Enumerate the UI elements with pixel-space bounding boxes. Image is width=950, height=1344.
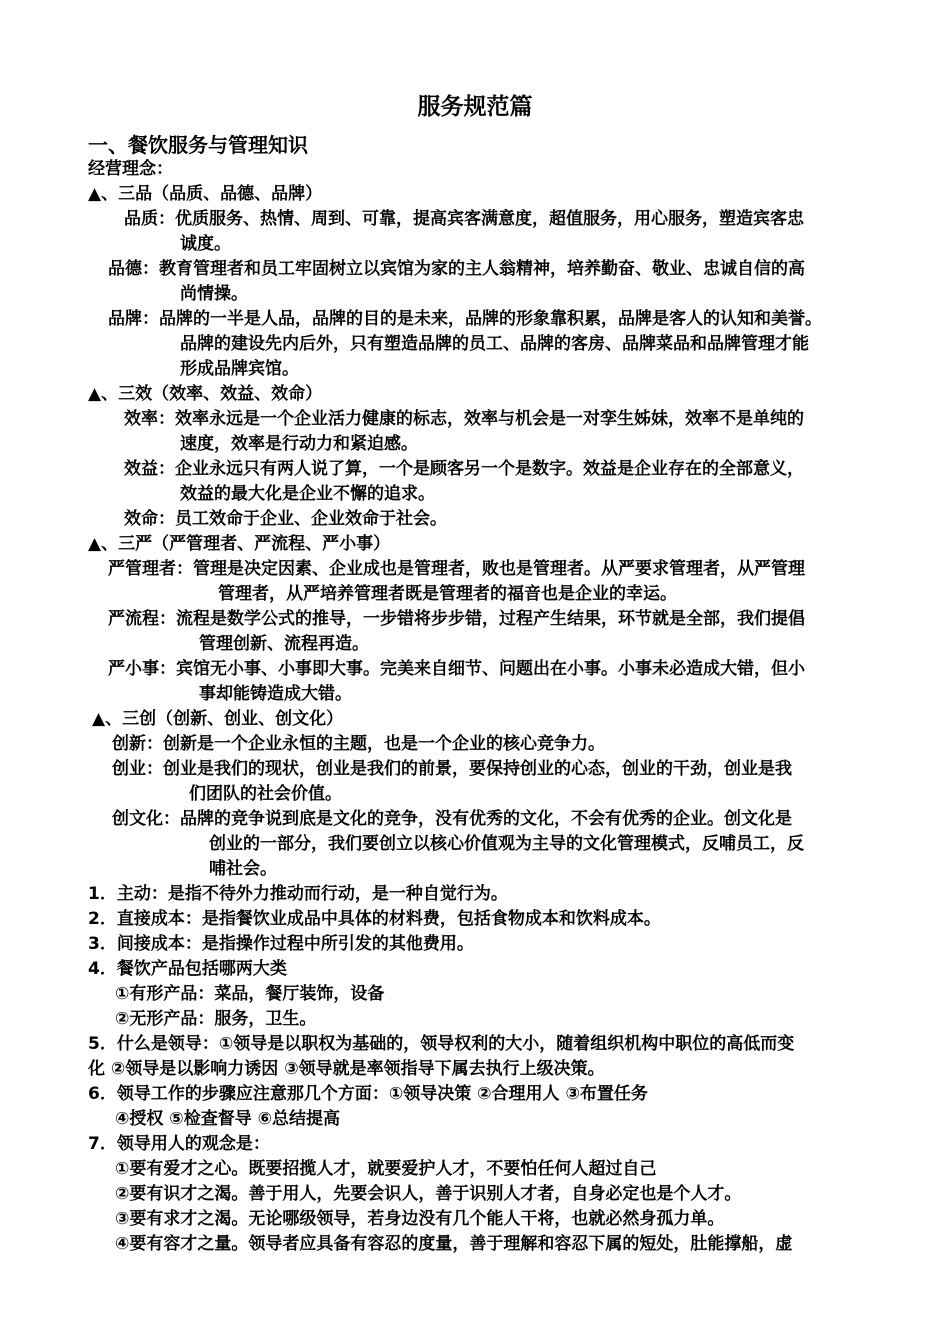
numbered-item: 1．主动：是指不待外力推动而行动，是一种自觉行为。 [88, 884, 508, 904]
text-line: 事却能铸造成大错。 [199, 684, 352, 704]
numbered-item: 3．间接成本：是指操作过程中所引发的其他费用。 [88, 934, 474, 954]
text-line: 品牌：品牌的一半是人品，品牌的目的是未来，品牌的形象靠积累，品牌是客人的认知和美誉。 [108, 309, 822, 329]
numbered-item: 7．领导用人的观念是： [88, 1134, 270, 1154]
text-line: 严管理者：管理是决定因素、企业成也是管理者，败也是管理者。从严要求管理者，从严管理 [108, 559, 805, 579]
text-line: ③要有求才之渴。无论哪级领导，若身边没有几个能人干将，也就必然身孤力单。 [115, 1209, 725, 1229]
text-line: 创新：创新是一个企业永恒的主题，也是一个企业的核心竞争力。 [112, 734, 605, 754]
subsection-heading: ▲、三品（品质、品德、品牌） [88, 184, 323, 204]
text-line: 哺社会。 [209, 859, 277, 879]
text-line: 化 ②领导是以影响力诱因 ③领导就是率领指导下属去执行上级决策。 [88, 1059, 605, 1079]
text-line: 尚情操。 [180, 284, 248, 304]
text-line: ①要有爱才之心。既要招揽人才，就要爱护人才，不要怕任何人超过自己 [115, 1159, 657, 1179]
text-line: 效命：员工效命于企业、企业效命于社会。 [124, 509, 447, 529]
subsection-heading: ▲、三创（创新、创业、创文化） [92, 709, 344, 729]
text-line: 效率：效率永远是一个企业活力健康的标志，效率与机会是一对孪生姊妹，效率不是单纯的 [124, 409, 804, 429]
text-line: 创业的一部分，我们要创立以核心价值观为主导的文化管理模式，反哺员工，反 [209, 834, 804, 854]
numbered-item: 2．直接成本：是指餐饮业成品中具体的材料费，包括食物成本和饮料成本。 [88, 909, 661, 929]
text-line: 经营理念： [88, 159, 173, 179]
text-line: 们团队的社会价值。 [189, 784, 342, 804]
text-line: ②要有识才之渴。善于用人，先要会识人，善于识别人才者，自身必定也是个人才。 [115, 1184, 742, 1204]
text-line: 严小事：宾馆无小事、小事即大事。完美来自细节、问题出在小事。小事未必造成大错，但小 [108, 659, 805, 679]
text-line: 速度，效率是行动力和紧迫感。 [180, 434, 418, 454]
numbered-item: 4．餐饮产品包括哪两大类 [88, 959, 287, 979]
text-line: ④要有容才之量。领导者应具备有容忍的度量，善于理解和容忍下属的短处，肚能撑船，虚 [115, 1234, 793, 1254]
text-line: 品质：优质服务、热情、周到、可靠，提高宾客满意度，超值服务，用心服务，塑造宾客忠 [124, 209, 804, 229]
numbered-item: 6．领导工作的步骤应注意那几个方面：①领导决策 ②合理用人 ③布置任务 [88, 1084, 648, 1104]
text-line: 效益的最大化是企业不懈的追求。 [180, 484, 435, 504]
text-line: ④授权 ⑤检查督导 ⑥总结提高 [115, 1109, 341, 1129]
text-line: 管理创新、流程再造。 [199, 634, 369, 654]
text-line: 严流程：流程是数学公式的推导，一步错将步步错，过程产生结果，环节就是全部，我们提倡 [108, 609, 805, 629]
text-line: 品牌的建设先内后外，只有塑造品牌的员工、品牌的客房、品牌菜品和品牌管理才能 [180, 334, 809, 354]
subsection-heading: ▲、三效（效率、效益、效命） [88, 384, 323, 404]
text-line: 创文化：品牌的竞争说到底是文化的竞争，没有优秀的文化，不会有优秀的企业。创文化是 [112, 809, 792, 829]
text-line: 诚度。 [180, 234, 231, 254]
text-line: ②无形产品：服务，卫生。 [115, 1009, 317, 1029]
subsection-heading: ▲、三严（严管理者、严流程、严小事） [88, 534, 391, 554]
text-line: 形成品牌宾馆。 [180, 359, 299, 379]
text-line: 管理者，从严培养管理者既是管理者的福音也是企业的幸运。 [218, 584, 677, 604]
numbered-item: 5．什么是领导：①领导是以职权为基础的，领导权利的大小，随着组织机构中职位的高低而变 [88, 1034, 795, 1054]
text-line: ①有形产品：菜品，餐厅装饰，设备 [115, 984, 385, 1004]
text-line: 品德：教育管理者和员工牢固树立以宾馆为家的主人翁精神，培养勤奋、敬业、忠诚自信的高 [108, 259, 805, 279]
document-title: 服务规范篇 [417, 94, 533, 120]
text-line: 创业：创业是我们的现状，创业是我们的前景，要保持创业的心态，创业的干劲，创业是我 [112, 759, 792, 779]
text-line: 效益：企业永远只有两人说了算，一个是顾客另一个是数字。效益是企业存在的全部意义， [124, 459, 804, 479]
section-heading: 一、餐饮服务与管理知识 [88, 133, 308, 157]
